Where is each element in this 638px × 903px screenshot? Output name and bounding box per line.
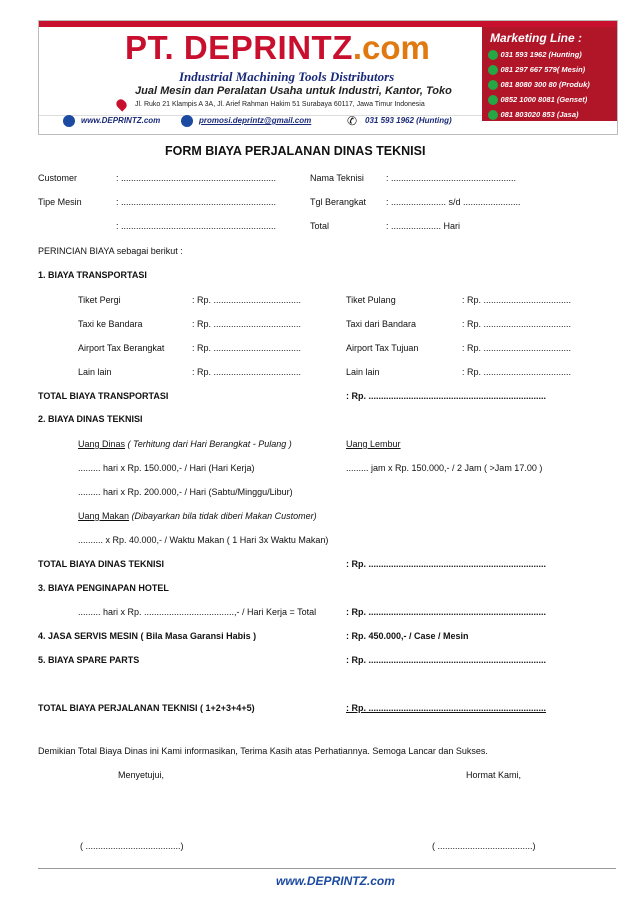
servis-value: : Rp. 450.000,- / Case / Mesin: [346, 631, 469, 641]
taxi-ke-bandara-label: Taxi ke Bandara: [78, 319, 143, 329]
total-dinas-field[interactable]: : Rp. .......................................................................: [346, 559, 547, 569]
address-text: Jl. Ruko 21 Klampis A 3A, Jl. Arief Rahman Hakim 51 Surabaya 60117, Jawa Timur Indonesia: [135, 101, 425, 108]
phone-text: 031 593 1962 (Hunting): [365, 116, 452, 125]
signature-left[interactable]: ( ......................................): [80, 841, 184, 851]
subtagline: Jual Mesin dan Peralatan Usaha untuk Industri, Kantor, Toko: [135, 85, 452, 97]
grand-total-label: TOTAL BIAYA PERJALANAN TEKNISI ( 1+2+3+4+5): [38, 703, 255, 713]
airport-tax-tujuan-label: Airport Tax Tujuan: [346, 343, 419, 353]
marketing-title: Marketing Line :: [490, 31, 583, 45]
hotel-total-field[interactable]: : Rp. .......................................................................: [346, 607, 547, 617]
company-name: [125, 29, 430, 67]
tgl-berangkat-label: Tgl Berangkat: [310, 197, 367, 207]
dinas-libur-line[interactable]: ......... hari x Rp. 200.000,- / Hari (Sabtu/Minggu/Libur): [78, 487, 293, 497]
marketing-line-3: 0852 1000 8081 (Genset): [488, 94, 587, 105]
total-hari-field[interactable]: : .................... Hari: [386, 221, 461, 231]
tiket-pergi-field[interactable]: : Rp. ...................................: [192, 295, 302, 305]
whatsapp-icon: [488, 65, 498, 75]
lembur-line[interactable]: ......... jam x Rp. 150.000,- / 2 Jam ( >Jam 17.00 ): [346, 463, 543, 473]
grand-total-field[interactable]: : Rp. .......................................................................: [346, 703, 547, 713]
taxi-ke-bandara-field[interactable]: : Rp. ...................................: [192, 319, 302, 329]
footer-divider: [38, 868, 616, 869]
marketing-panel: [482, 27, 617, 121]
uang-dinas-note: ( Terhitung dari Hari Berangkat - Pulang ): [125, 439, 292, 449]
customer-label: Customer: [38, 173, 78, 183]
hormat-kami-label: Hormat Kami,: [466, 770, 522, 780]
lain-lain-right-label: Lain lain: [346, 367, 380, 377]
uang-dinas-label: Uang Dinas: [78, 439, 126, 449]
dinas-hari-kerja-line[interactable]: ......... hari x Rp. 150.000,- / Hari (Hari Kerja): [78, 463, 255, 473]
signature-right[interactable]: ( ......................................): [432, 841, 536, 851]
hotel-line[interactable]: ......... hari x Rp. ....................................,- / Hari Kerja = Total: [78, 607, 317, 617]
uang-makan-label: Uang Makan: [78, 511, 130, 521]
closing-text: Demikian Total Biaya Dinas ini Kami informasikan, Terima Kasih atas Perhatiannya. Semoga Lancar dan Sukses.: [38, 746, 488, 756]
total-transport-label: TOTAL BIAYA TRANSPORTASI: [38, 391, 169, 401]
sparepart-heading: 5. BIAYA SPARE PARTS: [38, 655, 140, 665]
whatsapp-icon: [488, 95, 498, 105]
nama-teknisi-field[interactable]: : ..................................................: [386, 173, 517, 183]
customer-field[interactable]: : ..............................................................: [116, 173, 277, 183]
tipe-mesin-field-2[interactable]: : ..............................................................: [116, 221, 277, 231]
uang-lembur-label: Uang Lembur: [346, 439, 401, 449]
marketing-line-2: 081 8080 300 80 (Produk): [488, 79, 590, 90]
whatsapp-icon: [488, 110, 498, 120]
airport-tax-tujuan-field[interactable]: : Rp. ...................................: [462, 343, 572, 353]
marketing-line-4: 081 803020 853 (Jasa): [488, 109, 579, 120]
sparepart-field[interactable]: : Rp. .......................................................................: [346, 655, 547, 665]
lain-lain-right-field[interactable]: : Rp. ...................................: [462, 367, 572, 377]
website-text: www.DEPRINTZ.com: [81, 116, 161, 125]
form-title: FORM BIAYA PERJALANAN DINAS TEKNISI: [165, 144, 426, 158]
location-pin-icon: [114, 97, 128, 111]
servis-heading: 4. JASA SERVIS MESIN ( Bila Masa Garansi Habis ): [38, 631, 257, 641]
taxi-dari-bandara-field[interactable]: : Rp. ...................................: [462, 319, 572, 329]
marketing-line-1: 081 297 667 579( Mesin): [488, 64, 585, 75]
lain-lain-left-label: Lain lain: [78, 367, 112, 377]
total-transport-field[interactable]: : Rp. .......................................................................: [346, 391, 547, 401]
tgl-berangkat-field[interactable]: : ...................... s/d .......................: [386, 197, 521, 207]
makan-line[interactable]: .......... x Rp. 40.000,- / Waktu Makan ( 1 Hari 3x Waktu Makan): [78, 535, 329, 545]
tiket-pulang-field[interactable]: : Rp. ...................................: [462, 295, 572, 305]
globe-icon: [63, 115, 75, 129]
tagline: Industrial Machining Tools Distributors: [179, 69, 395, 84]
whatsapp-icon: [488, 50, 498, 60]
dinas-heading: 2. BIAYA DINAS TEKNISI: [38, 414, 143, 424]
email-icon: [181, 115, 193, 129]
airport-tax-berangkat-label: Airport Tax Berangkat: [78, 343, 165, 353]
transport-heading: 1. BIAYA TRANSPORTASI: [38, 270, 147, 280]
tiket-pulang-label: Tiket Pulang: [346, 295, 396, 305]
tipe-mesin-label: Tipe Mesin: [38, 197, 82, 207]
footer-website: www.DEPRINTZ.com: [276, 874, 395, 888]
whatsapp-icon: [488, 80, 498, 90]
email-text: promosi.deprintz@gmail.com: [199, 116, 312, 125]
letterhead: [38, 20, 618, 135]
perincian-text: PERINCIAN BIAYA sebagai berikut :: [38, 246, 183, 256]
menyetujui-label: Menyetujui,: [118, 770, 165, 780]
tipe-mesin-field[interactable]: : ..............................................................: [116, 197, 277, 207]
uang-makan-line: [78, 511, 317, 521]
address-line: [117, 99, 126, 112]
total-dinas-label: TOTAL BIAYA DINAS TEKNISI: [38, 559, 165, 569]
phone-icon: ✆: [347, 114, 358, 128]
uang-dinas-line: [78, 439, 292, 449]
lain-lain-left-field[interactable]: : Rp. ...................................: [192, 367, 302, 377]
brand-suffix: .com: [352, 29, 430, 66]
nama-teknisi-label: Nama Teknisi: [310, 173, 364, 183]
brand-main: PT. DEPRINTZ: [125, 29, 353, 66]
uang-makan-note: (Dibayarkan bila tidak diberi Makan Customer): [129, 511, 317, 521]
hotel-heading: 3. BIAYA PENGINAPAN HOTEL: [38, 583, 169, 593]
taxi-dari-bandara-label: Taxi dari Bandara: [346, 319, 417, 329]
tiket-pergi-label: Tiket Pergi: [78, 295, 121, 305]
total-label: Total: [310, 221, 330, 231]
marketing-line-0: 031 593 1962 (Hunting): [488, 49, 582, 60]
airport-tax-berangkat-field[interactable]: : Rp. ...................................: [192, 343, 302, 353]
